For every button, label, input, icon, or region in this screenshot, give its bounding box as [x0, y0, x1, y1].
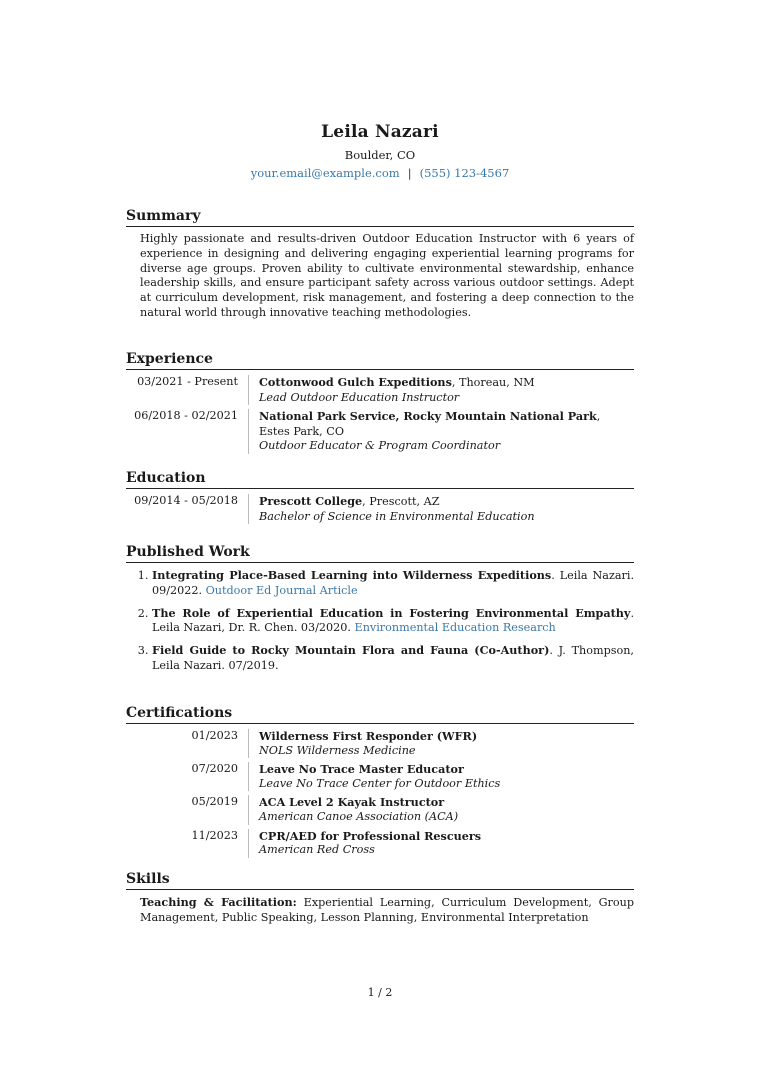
publication-details: . Leila Nazari. 09/2022.	[152, 569, 634, 597]
education-section	[126, 470, 634, 528]
entry-dates: 06/2018 - 02/2021	[134, 409, 238, 423]
certification-entry	[126, 829, 634, 858]
contact-separator: |	[407, 166, 412, 180]
publication-details: . Leila Nazari, Dr. R. Chen. 03/2020.	[152, 606, 634, 635]
publication-item	[152, 568, 634, 599]
entry-location: , Prescott, AZ	[362, 495, 440, 508]
entry-body	[259, 494, 634, 524]
skills-category-label: Teaching & Facilitation:	[140, 895, 297, 909]
entry-divider	[248, 795, 249, 824]
skills-line	[140, 895, 634, 926]
entry-dates: 09/2014 - 05/2018	[134, 494, 238, 507]
section-title-published: Published Work	[126, 544, 634, 563]
entry-divider	[248, 729, 249, 758]
contact-line	[0, 166, 760, 180]
publication-item	[152, 606, 634, 637]
entry-degree: Bachelor of Science in Environmental Education	[259, 509, 535, 523]
experience-entry	[126, 409, 634, 454]
entry-divider	[248, 375, 249, 405]
cert-name: Wilderness First Responder (WFR)	[259, 729, 478, 743]
experience-entry	[126, 375, 634, 405]
cert-name: ACA Level 2 Kayak Instructor	[259, 795, 445, 810]
entry-body	[259, 409, 634, 454]
entry-divider	[248, 409, 249, 454]
cert-date: 11/2023	[191, 828, 238, 842]
cert-date: 07/2020	[191, 762, 238, 776]
entry-divider	[248, 829, 249, 858]
publication-title: Field Guide to Rocky Mountain Flora and Fauna (Co-Author)	[152, 643, 550, 658]
publication-details: . J. Thompson, Leila Nazari. 07/2019.	[152, 644, 634, 672]
section-title-experience: Experience	[126, 351, 634, 370]
summary-text: Highly passionate and results-driven Outdoor Education Instructor with 6 years of experience in designing and delivering engaging experiential learning programs for diverse age groups. Proven ability to cultivate environmental stewardship, enhance leadership skills, and ensure participant safety across various outdoor settings. Adept at curriculum development, risk management, and fostering a deep connection to the natural world through innovative teaching methodologies.	[140, 232, 634, 319]
section-title-certifications: Certifications	[126, 705, 634, 724]
phone-link[interactable]: (555) 123-4567	[419, 166, 510, 180]
certification-entry	[126, 762, 634, 791]
entry-role: Outdoor Educator & Program Coordinator	[259, 439, 501, 453]
email-link[interactable]: your.email@example.com	[250, 166, 400, 180]
candidate-name: Leila Nazari	[321, 122, 439, 142]
section-title-summary: Summary	[126, 208, 634, 227]
entry-organization: Cottonwood Gulch Expeditions	[259, 375, 452, 389]
cert-name: CPR/AED for Professional Rescuers	[259, 828, 482, 843]
entry-organization: Prescott College	[259, 494, 363, 508]
publication-title: Integrating Place-Based Learning into Wilderness Expeditions	[152, 568, 552, 582]
publication-list	[126, 568, 634, 674]
cert-name: Leave No Trace Master Educator	[259, 762, 464, 777]
cert-date: 01/2023	[191, 729, 238, 742]
cert-issuer: American Red Cross	[259, 843, 375, 857]
certifications-section	[126, 705, 634, 862]
cert-issuer: NOLS Wilderness Medicine	[259, 743, 416, 757]
entry-organization: National Park Service, Rocky Mountain National Park	[259, 409, 597, 424]
entry-location: , Thoreau, NM	[451, 376, 535, 389]
cert-date: 05/2019	[191, 795, 238, 809]
education-entry	[126, 494, 634, 524]
cert-issuer: Leave No Trace Center for Outdoor Ethics	[259, 776, 501, 790]
resume-header	[0, 122, 760, 180]
publication-item	[152, 643, 634, 674]
published-section	[126, 544, 634, 681]
publication-link[interactable]: Environmental Education Research	[354, 621, 556, 635]
summary-section	[126, 208, 634, 321]
candidate-location: Boulder, CO	[344, 148, 416, 162]
skills-section	[126, 871, 634, 926]
section-title-skills: Skills	[126, 871, 634, 890]
publication-title: The Role of Experiential Education in Fostering Environmental Empathy	[152, 605, 631, 620]
page-number: 1 / 2	[367, 986, 393, 999]
experience-section	[126, 351, 634, 458]
entry-role: Lead Outdoor Education Instructor	[259, 390, 460, 404]
entry-divider	[248, 494, 249, 524]
publication-link[interactable]: Outdoor Ed Journal Article	[205, 583, 358, 597]
entry-divider	[248, 762, 249, 791]
certification-entry	[126, 795, 634, 824]
cert-issuer: American Canoe Association (ACA)	[259, 809, 459, 823]
entry-location: , Estes Park, CO	[259, 410, 601, 438]
skills-list: Experiential Learning, Curriculum Development, Group Management, Public Speaking, Lesson Planning, Environmental Interpretation	[140, 896, 635, 924]
certification-entry	[126, 729, 634, 758]
entry-body	[259, 375, 634, 405]
section-title-education: Education	[126, 470, 634, 489]
entry-dates: 03/2021 - Present	[137, 375, 238, 388]
